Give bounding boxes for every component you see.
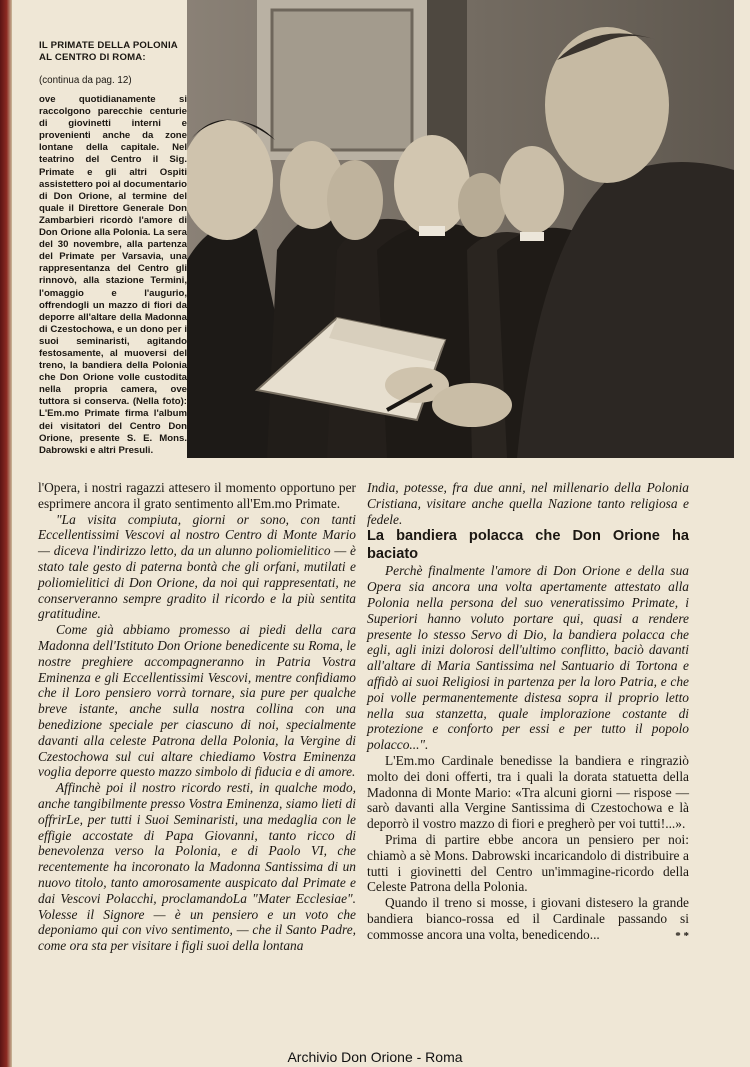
paragraph-address-2: Come già abbiamo promesso ai piedi della cara Madonna dell'Istituto Don Orione benedicente su Roma, le nostre preghiere accompagneranno in Patria Vostra Eminenza e gli Eccellentissimi Vescovi, mentre confidiamo che il Loro pensiero vorrà tornare, sia pure per qualche breve istante, anche sulla nostra collina con una benedizione speciale per ciascuno di noi, specialmente davanti alla celeste Patrona della Polonia, la Vergine di Czestochowa sul cui altare chiediamo Vostra Eminenza voglia deporre questo mazzo simbolo di fiducia e di amore.	[38, 622, 356, 780]
paragraph-flag-3: Prima di partire ebbe ancora un pensiero per noi: chiamò a sè Mons. Dabrowski incaricandolo di distribuire a tutti i giovinetti del Centro un'immagine-ricordo della Celeste Patrona della Polonia.	[367, 831, 689, 895]
end-mark: * *	[675, 929, 689, 942]
photo-illustration	[187, 0, 734, 458]
article-column-left	[38, 480, 356, 954]
photo-primate-signing-album	[187, 0, 734, 458]
paragraph-flag-2: L'Em.mo Cardinale benedisse la bandiera e ringraziò molto dei doni offerti, tra i quali la dorata statuetta della Madonna di Monte Mario: «Tra alcuni giorni — rispose — sarò davanti alla Vergine Santissima di Czestochowa e là deporrò il vostro mazzo di fiori e pregherò per voi tutti!...».	[367, 752, 689, 832]
paragraph-address-end: India, potesse, fra due anni, nel millenario della Polonia Cristiana, visitare anche quella Nazione tanto religiosa e fedele.	[367, 480, 689, 527]
section-heading: IL PRIMATE DELLA POLONIA AL CENTRO DI ROMA:	[39, 40, 178, 63]
paragraph-address-3: Affinchè poi il nostro ricordo resti, in qualche modo, anche tangibilmente presso Vostra Eminenza, siamo lieti di offrirLe, per tutti i Suoi Seminaristi, una medaglia con le effigie accostate di Papa Giovanni, tanto ricco di benevolenza verso la Polonia, e di Paolo VI, che recentemente ha incoronato la Madonna Santissima di un nuovo titolo, tanto amorosamente auspicato dal Primate e dai Vescovi Polacchi, proclamandoLa "Mater Ecclesiae". Volesse il Signore — è un pensiero e un voto che deponiamo qui con vivo sentimento, — che il Santo Padre, come ora sta per visitare i figli suoi della lontana	[38, 780, 356, 954]
paragraph-flag-4: Quando il treno si mosse, i giovani distesero la grande bandiera bianco-rossa ed il Cardinale passando si commosse ancora una volta, benedicendo...	[367, 895, 689, 942]
paragraph-flag-1: Perchè finalmente l'amore di Don Orione e della sua Opera sia ancora una volta apertamente attestato alla Polonia nella persona del suo veneratissimo Primate, i Superiori hanno voluto portare qui, quasi a rendere presente lo stesso Servo di Dio, la bandiera polacca che egli, agli inizi dolorosi dell'ultimo conflitto, baciò davanti all'altare di Maria Santissima nel Santuario di Tortona e affidò ai suoi Religiosi in partenza per la loro Patria, e che poi volle permanentemente distesa sopra il proprio letto nella sua stanzetta, quale implorazione costante di protezione e conforto per essi e per tutto il popolo polacco...".	[367, 563, 689, 753]
article-column-right	[367, 480, 689, 944]
continued-note: (continua da pag. 12)	[39, 75, 132, 86]
subheading-flag: La bandiera polacca che Don Orione ha baciato	[367, 528, 689, 563]
paragraph-opening: l'Opera, i nostri ragazzi attesero il momento opportuno per esprimere ancora il grato sentimento all'Em.mo Primate.	[38, 480, 356, 511]
photo-sidebar	[39, 40, 187, 457]
binding-spine	[0, 0, 12, 1067]
photo-caption: ove quotidianamente si raccolgono parecchie centurie di giovinetti interni e provenienti anche da zone lontane della capitale. Nel teatrino del Centro il Sig. Primate e gli altri Ospiti assistettero poi al documentario di Don Orione, al termine del quale il Direttore Generale Don Zambarbieri ricordò l'amore di Don Orione alla Polonia. La sera del 30 novembre, alla partenza del Primate per Varsavia, una rappresentanza del Centro gli rinnovò, alla stazione Termini, l'omaggio e l'augurio, offrendogli un mazzo di fiori da deporre all'altare della Madonna di Czestochowa, e un dono per i suoi seminaristi, agitando festosamente, al muoversi del treno, la bandiera della Polonia che Don Orione volle custodita nella propria camera, ove tuttora si conserva. (Nella foto): L'Em.mo Primate firma l'album dei visitatori del Centro Don Orione, presente S. E. Mons. Dabrowski e altri Presuli.	[39, 94, 187, 456]
archive-footer: Archivio Don Orione - Roma	[287, 1049, 463, 1065]
paragraph-address-1: "La visita compiuta, giorni or sono, con tanti Eccellentissimi Vescovi al nostro Centro di Monte Mario — diceva l'indirizzo letto, da un alunno poliomielitico — è stato tale gesto di paterna bontà che gli orfani, mutilati e poliomielitici di Don Orione, da noi qui rappresentati, ne conserveranno sempre gradito il ricordo e la più sentita gratitudine.	[38, 511, 356, 622]
